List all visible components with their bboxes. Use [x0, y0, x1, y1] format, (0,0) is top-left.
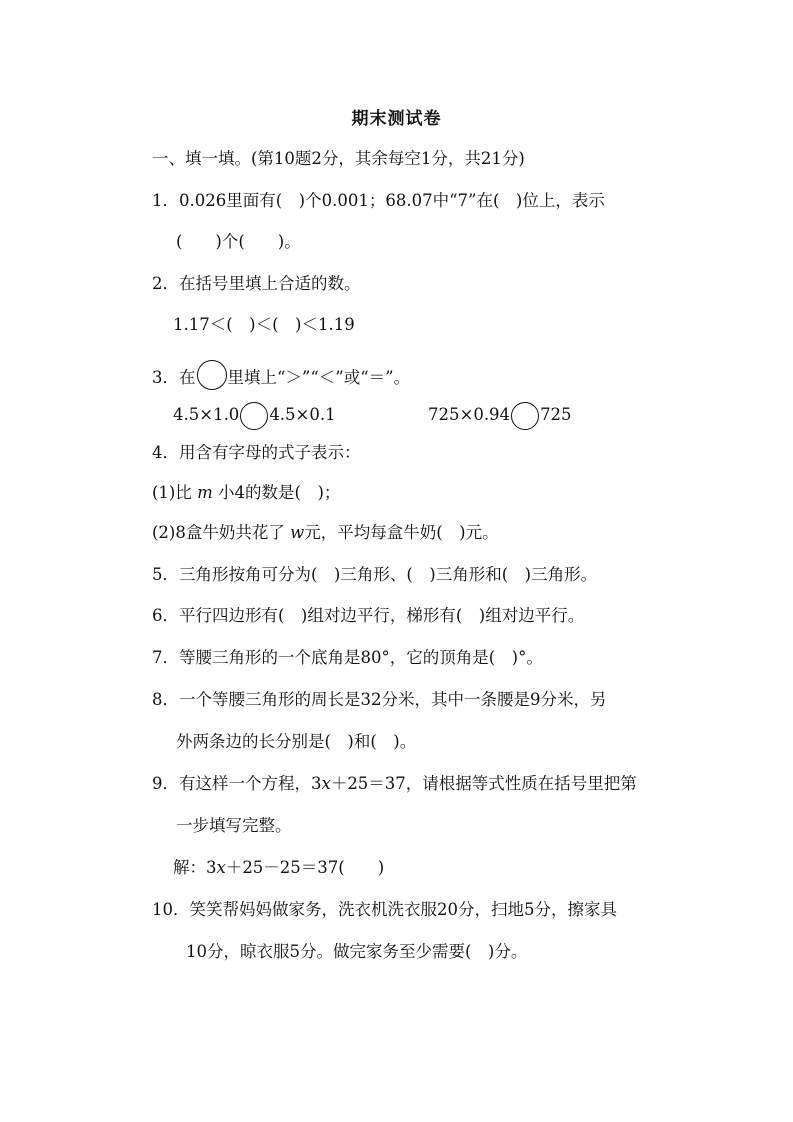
- q4-part-1-post: 小4的数是( )；: [218, 483, 341, 502]
- q9-line-1-post: ＋25＝37，请根据等式性质在括号里把第: [330, 774, 637, 793]
- question-4-text: 4．用含有字母的式子表示：: [152, 443, 361, 462]
- question-3-prefix: 3．在: [152, 368, 196, 387]
- item-b-left: 725×0.94: [428, 405, 511, 424]
- question-3-item-b: [428, 402, 572, 430]
- question-1-line-1: 1．0.026里面有( )个0.001；68.07中“7”在( )位上，表示: [152, 191, 605, 210]
- q9-solution-post: ＋25－25＝37( ): [225, 858, 385, 877]
- question-4-part-1: [152, 482, 340, 504]
- question-10-line-2: 10分，晾衣服5分。做完家务至少需要( )分。: [186, 942, 528, 961]
- q4-part-2-pre: (2)8盒牛奶共花了: [152, 523, 285, 542]
- q4-part-1-pre: (1)比: [152, 483, 192, 502]
- item-a-left: 4.5×1.0: [173, 405, 240, 424]
- section-header: 一、填一填。(第10题2分，其余每空1分，共21分): [152, 149, 525, 168]
- question-3-item-a: [173, 402, 336, 430]
- q9-solution-pre: 解：3: [173, 858, 217, 877]
- question-2-expression: 1.17＜( )＜( )＜1.19: [173, 315, 355, 334]
- q4-part-2-post: 元，平均每盒牛奶( )元。: [304, 523, 499, 542]
- question-9-line-1: [152, 773, 637, 795]
- question-3-suffix: 里填上“＞”“＜”或“＝”。: [227, 368, 411, 387]
- q4-variable-w: w: [290, 523, 305, 542]
- item-b-right: 725: [540, 405, 572, 424]
- question-9-solution: [173, 857, 384, 879]
- question-3-text: [152, 360, 410, 390]
- item-a-answer-circle[interactable]: [240, 402, 268, 430]
- question-2-text: 2．在括号里填上合适的数。: [152, 274, 361, 293]
- question-7-text: 7．等腰三角形的一个底角是80°，它的顶角是( )°。: [152, 648, 543, 667]
- question-8-line-1: 8．一个等腰三角形的周长是32分米，其中一条腰是9分米，另: [152, 690, 607, 709]
- question-9-line-2: 一步填写完整。: [176, 816, 292, 835]
- item-b-answer-circle[interactable]: [511, 402, 539, 430]
- q4-variable-m: m: [197, 483, 213, 502]
- question-1-line-2: ( )个( )。: [176, 232, 301, 251]
- item-a-right: 4.5×0.1: [269, 405, 336, 424]
- question-4-part-2: [152, 522, 499, 544]
- question-10-line-1: 10．笑笑帮妈妈做家务，洗衣机洗衣服20分，扫地5分，擦家具: [152, 900, 617, 919]
- comparison-circle-icon: [197, 360, 227, 390]
- q9-solution-variable-x: x: [216, 858, 226, 877]
- question-8-line-2: 外两条边的长分别是( )和( )。: [176, 732, 417, 751]
- question-6-text: 6．平行四边形有( )组对边平行，梯形有( )组对边平行。: [152, 606, 585, 625]
- q9-line-1-pre: 9．有这样一个方程，3: [152, 774, 322, 793]
- page-title: 期末测试卷: [351, 109, 442, 129]
- q9-variable-x: x: [321, 774, 331, 793]
- question-5-text: 5．三角形按角可分为( )三角形、( )三角形和( )三角形。: [152, 565, 598, 584]
